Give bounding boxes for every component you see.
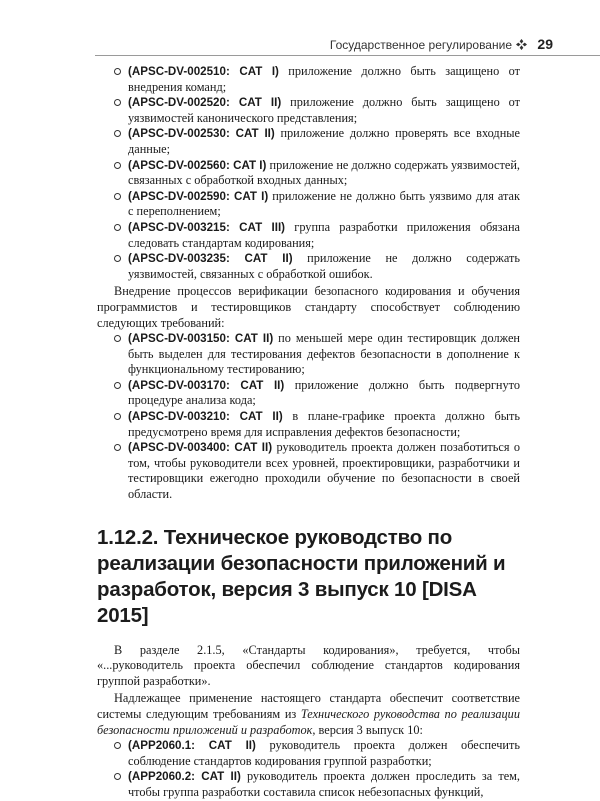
list-item	[97, 378, 520, 409]
requirement-code: (APSC-DV-003150: CAT II)	[128, 332, 274, 346]
requirement-code: (APP2060.2: CAT II)	[128, 770, 241, 784]
list-item	[97, 64, 520, 95]
requirement-code: (APSC-DV-003400: CAT II)	[128, 441, 273, 455]
paragraph-verification: Внедрение процессов верификации безопасного кодирования и обучения программистов и тестировщиков стандарту способствует соблюдению следующих требований:	[97, 284, 520, 330]
list-item	[97, 189, 520, 220]
list-item	[97, 251, 520, 282]
four-diamond-ornament-icon	[516, 39, 527, 50]
list-item	[97, 331, 520, 378]
list-item	[97, 158, 520, 189]
circle-bullet-icon	[114, 224, 121, 231]
circle-bullet-icon	[114, 99, 121, 106]
circle-bullet-icon	[114, 130, 121, 137]
list-item	[97, 738, 520, 769]
requirement-text: в плане-графике проекта должно быть предусмотрено время для исправления дефектов безопасности;	[128, 409, 520, 439]
paragraph-compliance	[97, 691, 520, 738]
requirement-text: приложение должно проверять все входные данные;	[128, 126, 520, 156]
requirement-code: (APSC-DV-002560: CAT I)	[128, 158, 267, 172]
list-item	[97, 409, 520, 440]
list-item	[97, 126, 520, 157]
section-heading: 1.12.2. Техническое руководство по реализации безопасности приложений и разработок, версия 3 выпуск 10 [DISA 2015]	[97, 525, 506, 627]
requirement-code: (APSC-DV-002520: CAT II)	[128, 96, 282, 110]
running-header	[0, 0, 600, 56]
requirement-code: (APP2060.1: CAT II)	[128, 739, 256, 753]
requirement-text: приложение не должно быть уязвимо для атак с переполнением;	[128, 188, 520, 219]
circle-bullet-icon	[114, 335, 121, 342]
requirement-code: (APSC-DV-002530: CAT II)	[128, 127, 275, 141]
requirement-text: приложение должно быть защищено от внедрения команд;	[128, 64, 520, 94]
requirement-text: руководитель проекта должен проследить за тем, чтобы группа разработки составила список небезопасных функций,	[128, 769, 521, 799]
requirement-code: (APSC-DV-002590: CAT I)	[128, 189, 269, 203]
circle-bullet-icon	[114, 68, 121, 75]
list-item	[97, 440, 520, 502]
list-item	[97, 769, 520, 800]
requirement-code: (APSC-DV-003235: CAT II)	[128, 252, 293, 266]
requirements-list-3	[97, 738, 520, 800]
circle-bullet-icon	[114, 742, 121, 749]
circle-bullet-icon	[114, 413, 121, 420]
requirement-code: (APSC-DV-003210: CAT II)	[128, 410, 283, 424]
circle-bullet-icon	[114, 162, 121, 169]
requirements-list-2	[97, 331, 520, 503]
requirement-code: (APSC-DV-003170: CAT II)	[128, 378, 285, 392]
page-body	[97, 64, 520, 801]
page-number: 29	[537, 36, 553, 52]
running-title: Государственное регулирование	[329, 38, 512, 52]
paragraph-text: , версия 3 выпуск 10:	[312, 722, 423, 737]
requirement-text: по меньшей мере один тестировщик должен быть выделен для тестирования дефектов безопасности в дополнение к функциональному тестированию;	[128, 331, 520, 377]
list-item	[97, 95, 520, 126]
requirement-text: приложение должно быть защищено от уязвимостей канонического представления;	[128, 95, 520, 125]
circle-bullet-icon	[114, 773, 121, 780]
requirement-text: руководитель проекта должен позаботиться о том, чтобы руководители всех уровней, проектировщики, разработчики и тестировщики ежегодно проходили обучение по безопасности в своей области.	[128, 440, 521, 502]
circle-bullet-icon	[114, 255, 121, 262]
requirement-text: руководитель проекта должен обеспечить соблюдение стандартов кодирования группой разработки;	[128, 738, 520, 768]
guide-title-italic: Технического руководства по реализации безопасности приложений и разработок	[97, 707, 520, 737]
paragraph-text: Надлежащее применение настоящего стандарта обеспечит соответствие системы следующим требованиям из	[97, 691, 520, 721]
header-rule	[95, 55, 600, 56]
requirement-text: группа разработки приложения обязана следовать стандартам кодирования;	[128, 219, 520, 250]
requirement-text: приложение не должно содержать уязвимостей, связанных с обработкой ошибок.	[128, 251, 520, 281]
circle-bullet-icon	[114, 193, 121, 200]
paragraph-coding-standards: В разделе 2.1.5, «Стандарты кодирования», требуется, чтобы «...руководитель проекта обеспечил соблюдение стандартов кодирования группой разработки».	[97, 642, 520, 688]
requirement-code: (APSC-DV-003215: CAT III)	[128, 220, 286, 234]
requirement-code: (APSC-DV-002510: CAT I)	[128, 65, 279, 78]
requirements-list-1	[97, 64, 520, 282]
circle-bullet-icon	[114, 444, 121, 451]
list-item	[97, 220, 520, 251]
requirement-text: приложение должно быть подвергнуто процедуре анализа кода;	[128, 377, 520, 408]
circle-bullet-icon	[114, 382, 121, 389]
requirement-text: приложение не должно содержать уязвимостей, связанных с обработкой входных данных;	[128, 157, 520, 188]
